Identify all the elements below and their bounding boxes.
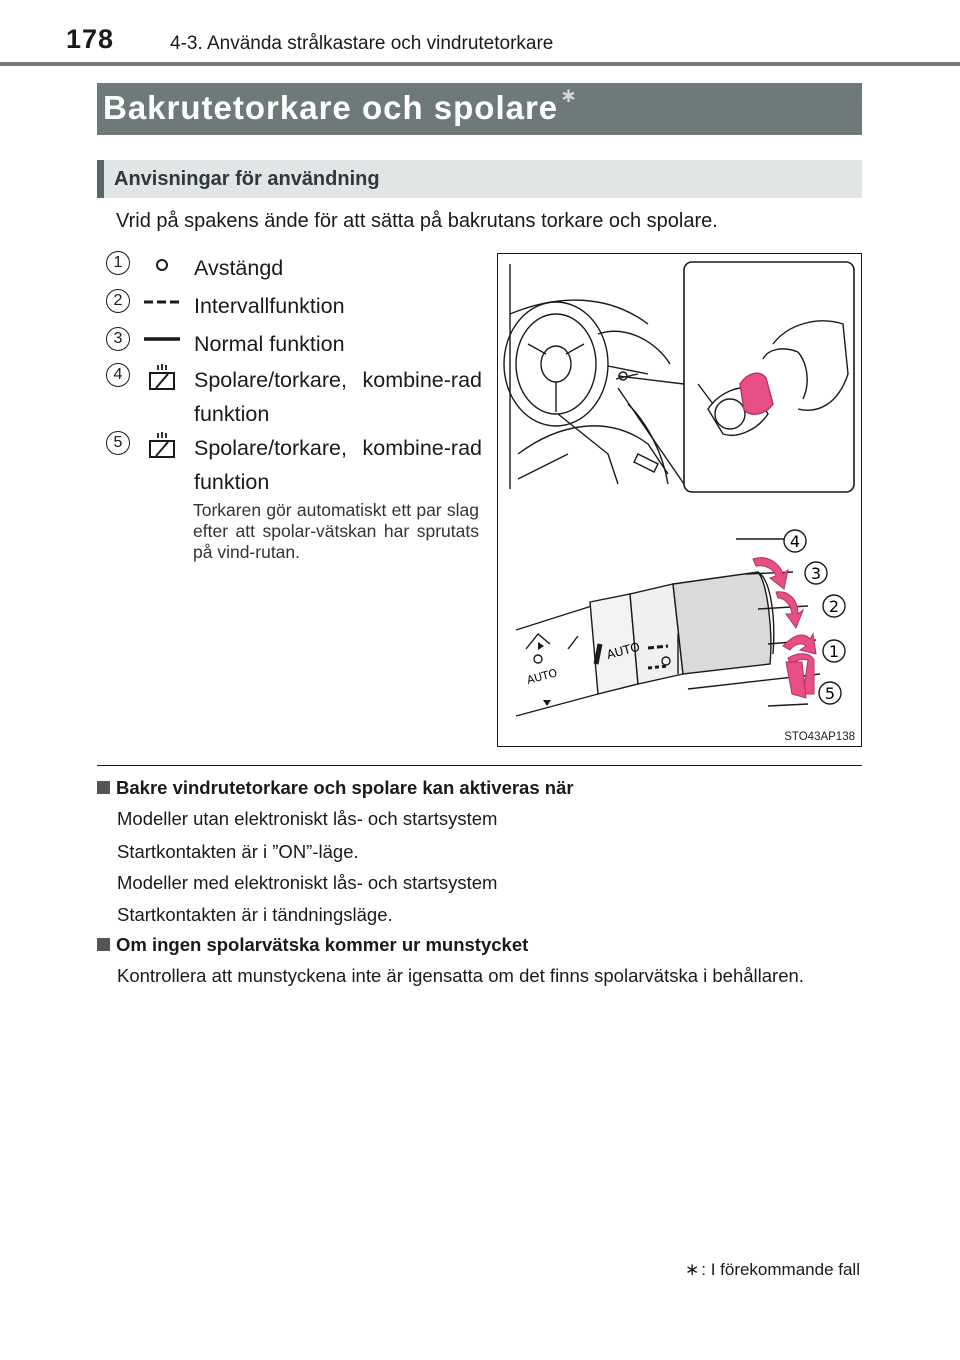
- section-banner: [97, 83, 862, 135]
- square-bullet-icon: [97, 781, 110, 794]
- model-line-2: Modeller med elektroniskt lås- och startsystem: [117, 872, 498, 893]
- item-label: Normal funktion: [194, 332, 345, 356]
- section-title: Bakrutetorkare och spolare: [103, 89, 559, 126]
- condition-text-2: Startkontakten är i tändningsläge.: [117, 904, 393, 925]
- washer-wiper-icon: [142, 363, 182, 393]
- subsection-bar: [97, 160, 104, 198]
- down-triangle-mark: [543, 700, 551, 706]
- figure-id: STO43AP138: [784, 731, 855, 743]
- running-header: 4-3. Använda strålkastare och vindrutetorkare: [170, 33, 554, 54]
- callout-5: 5: [824, 684, 836, 703]
- solid-line-icon: [142, 327, 182, 353]
- condition-text-3: Kontrollera att munstyckena inte är igensatta om det finns spolarvätska i behållaren.: [117, 965, 804, 986]
- item-number: 3: [106, 327, 130, 351]
- item-label: Spolare/torkare, kombine-rad funktion: [194, 436, 482, 494]
- item-number: 1: [106, 251, 130, 275]
- off-circle-icon: [142, 251, 182, 277]
- dashed-line-icon: [142, 289, 182, 315]
- callout-2: 2: [828, 597, 840, 616]
- inset-frame: [684, 262, 854, 492]
- dashboard-drawing: [504, 264, 670, 489]
- header-rule: [0, 62, 960, 66]
- subsection-title: Anvisningar för användning: [114, 168, 380, 190]
- item-number: 2: [106, 289, 130, 313]
- callout-4: 4: [789, 532, 801, 551]
- condition-text-1: Startkontakten är i ”ON”-läge.: [117, 841, 359, 862]
- off-mark: [534, 655, 542, 663]
- auto-label-2: AUTO: [605, 639, 642, 662]
- footnote: ∗ : I förekommande fall: [685, 1260, 860, 1279]
- item-label: Intervallfunktion: [194, 294, 345, 318]
- callout-3: 3: [810, 564, 822, 583]
- item-label: Spolare/torkare, kombine-rad funktion: [194, 368, 482, 426]
- wiper-lever-illustration: [497, 253, 862, 747]
- wiper-note: Torkaren gör automatiskt ett par slag efter att spolar-vätskan har sprutats på vind-rutan.: [193, 500, 479, 562]
- asterisk-marker: ∗: [685, 1260, 700, 1279]
- intro-text: Vrid på spakens ände för att sätta på bakrutans torkare och spolare.: [116, 210, 718, 232]
- divider: [97, 765, 862, 766]
- item-number: 4: [106, 363, 130, 387]
- up-triangle-mark: [538, 642, 544, 650]
- interval-mark: [648, 666, 668, 668]
- condition-heading-1: Bakre vindrutetorkare och spolare kan aktiveras när: [97, 777, 862, 799]
- condition-heading-2: Om ingen spolarvätska kommer ur munstycket: [97, 934, 862, 956]
- asterisk-marker: ∗: [560, 85, 578, 107]
- page-number: 178: [66, 24, 115, 54]
- square-bullet-icon: [97, 938, 110, 951]
- washer-wiper-icon: [142, 431, 182, 461]
- illustration-drawing: [498, 254, 863, 748]
- item-number: 5: [106, 431, 130, 455]
- item-label: Avstängd: [194, 256, 284, 280]
- auto-label-1: AUTO: [525, 666, 559, 687]
- subsection-banner: [97, 160, 862, 198]
- callout-1: 1: [828, 642, 840, 661]
- model-line-1: Modeller utan elektroniskt lås- och startsystem: [117, 808, 498, 829]
